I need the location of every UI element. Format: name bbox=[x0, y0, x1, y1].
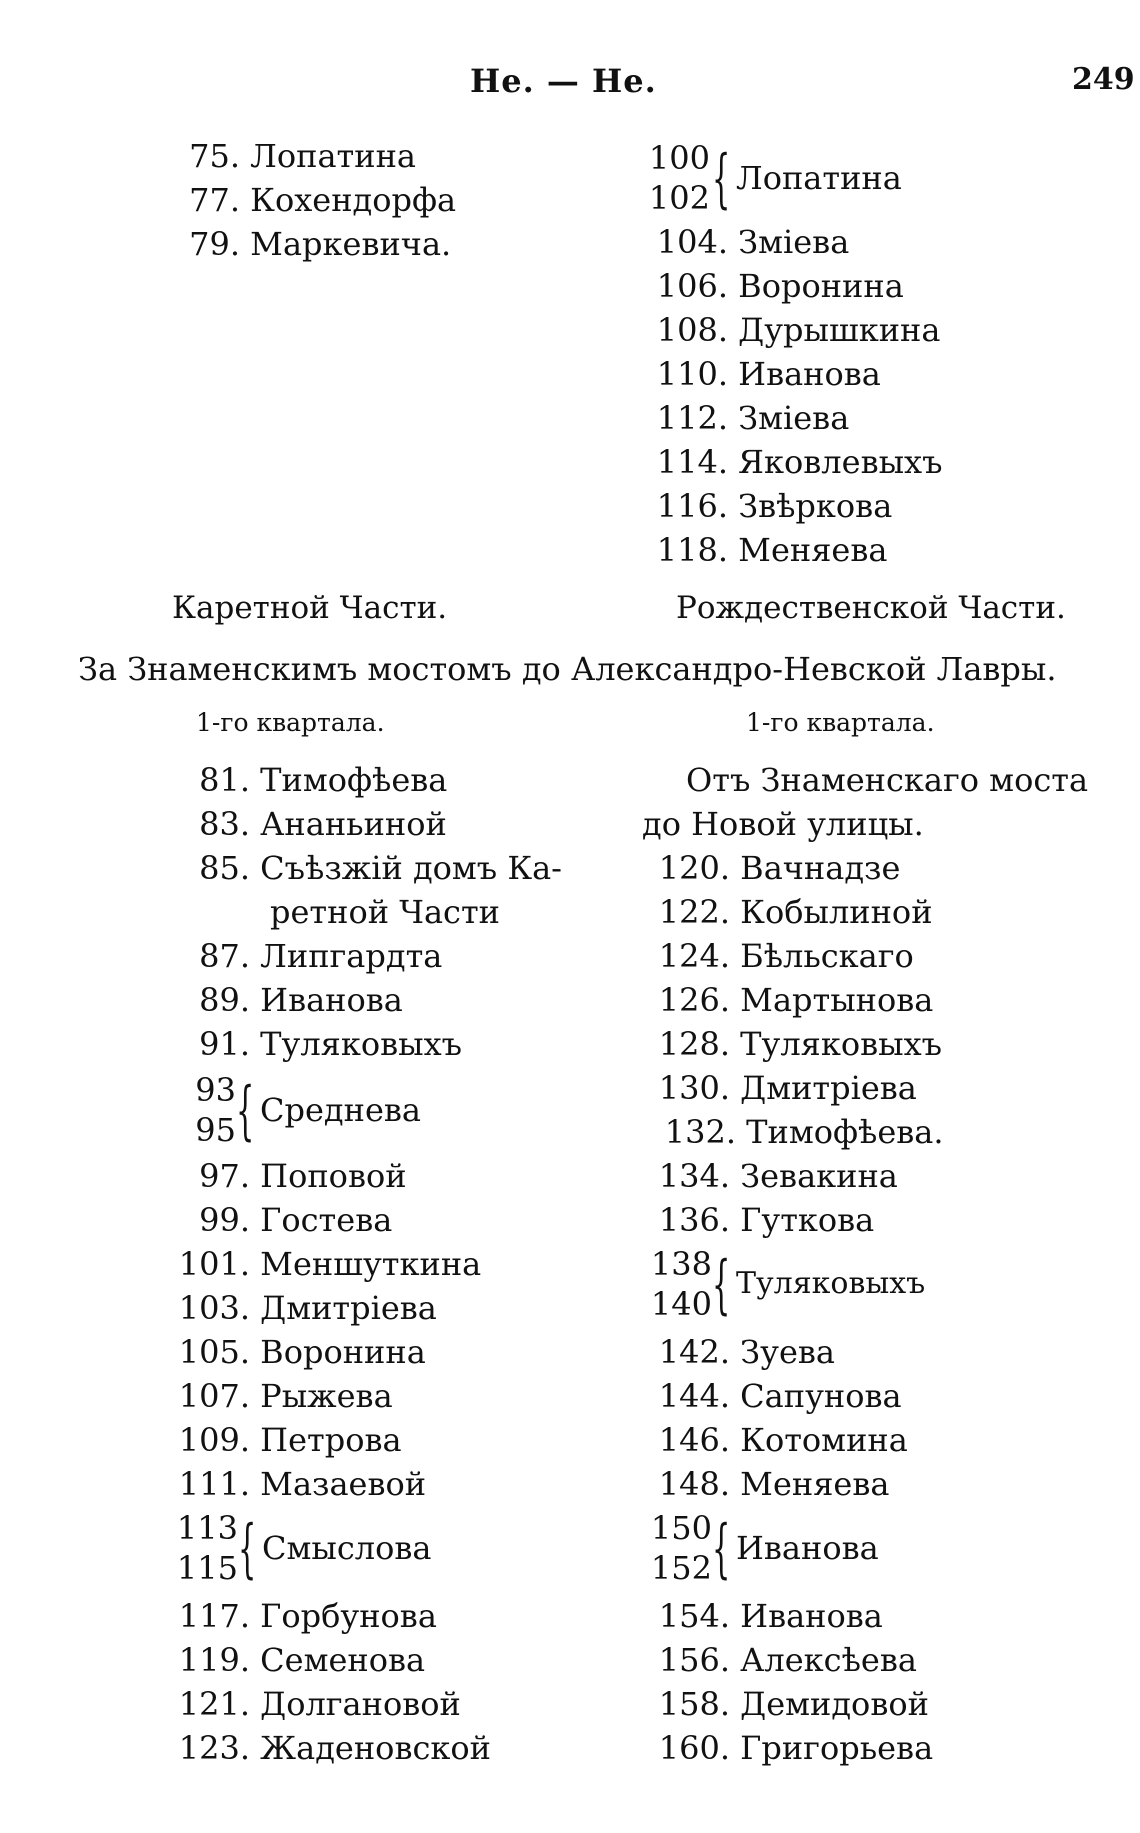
list-item bbox=[642, 310, 940, 350]
list-item bbox=[642, 266, 904, 306]
list-item bbox=[170, 1376, 393, 1416]
brace-glyph: { bbox=[712, 1512, 731, 1586]
owner-name: Воронина bbox=[738, 267, 904, 305]
owner-name: Звѣркова bbox=[738, 487, 893, 525]
list-item bbox=[642, 1464, 889, 1504]
house-number: 93 bbox=[195, 1071, 236, 1109]
list-item bbox=[170, 1156, 407, 1196]
brace-glyph: { bbox=[238, 1512, 257, 1586]
house-number: 154. bbox=[658, 1597, 730, 1635]
list-item bbox=[168, 224, 451, 264]
brace-glyph: { bbox=[712, 142, 731, 216]
list-item bbox=[642, 1596, 883, 1636]
owner-name: Иванова bbox=[738, 355, 881, 393]
house-number: 110. bbox=[656, 355, 728, 393]
list-item bbox=[642, 398, 849, 438]
house-number: 119. bbox=[178, 1641, 250, 1679]
list-item bbox=[642, 1156, 898, 1196]
house-number: 102 bbox=[648, 179, 710, 217]
owner-name: Кохендорфа bbox=[250, 181, 457, 219]
owner-name: Мазаевой bbox=[260, 1465, 427, 1503]
house-number: 81. bbox=[199, 761, 250, 799]
house-number: 108. bbox=[656, 311, 728, 349]
house-number: 75. bbox=[189, 137, 240, 175]
owner-name: Жаденовской bbox=[260, 1729, 491, 1767]
list-item bbox=[170, 1200, 392, 1240]
list-item bbox=[642, 1420, 908, 1460]
list-item bbox=[170, 1288, 437, 1328]
list-item bbox=[642, 980, 933, 1020]
owner-name: Бѣльскаго bbox=[740, 937, 914, 975]
owner-name: Съѣзжій домъ Ка- bbox=[260, 849, 562, 887]
brace-group bbox=[640, 138, 960, 222]
house-number: 146. bbox=[658, 1421, 730, 1459]
list-item bbox=[642, 486, 892, 526]
list-item bbox=[170, 1596, 437, 1636]
list-item bbox=[642, 354, 881, 394]
house-number: 115 bbox=[176, 1549, 238, 1587]
owner-name: Зевакина bbox=[740, 1157, 898, 1195]
owner-name: Горбунова bbox=[260, 1597, 437, 1635]
list-item bbox=[642, 1684, 929, 1724]
house-number: 107. bbox=[178, 1377, 250, 1415]
owner-name: Григорьева bbox=[740, 1729, 934, 1767]
house-number: 95 bbox=[195, 1111, 236, 1149]
continuation-line: ретной Части bbox=[270, 893, 500, 931]
house-number: 122. bbox=[658, 893, 730, 931]
owner-name: Поповой bbox=[260, 1157, 407, 1195]
owner-name: Сапунова bbox=[740, 1377, 902, 1415]
section-title-right: Рождественской Части. bbox=[676, 590, 1066, 626]
house-number: 101. bbox=[178, 1245, 250, 1283]
street-heading: За Знаменскимъ мостомъ до Александро-Невской Лавры. bbox=[78, 650, 1057, 688]
house-number: 85. bbox=[199, 849, 250, 887]
owner-name: Маркевича. bbox=[250, 225, 452, 263]
house-number: 136. bbox=[658, 1201, 730, 1239]
house-number: 83. bbox=[199, 805, 250, 843]
house-number: 118. bbox=[656, 531, 728, 569]
house-number: 103. bbox=[178, 1289, 250, 1327]
owner-name: Лопатина bbox=[250, 137, 416, 175]
list-item bbox=[170, 1464, 426, 1504]
house-number: 130. bbox=[658, 1069, 730, 1107]
house-number: 144. bbox=[658, 1377, 730, 1415]
house-number: 77. bbox=[189, 181, 240, 219]
house-number: 150 bbox=[650, 1509, 712, 1547]
house-number: 91. bbox=[199, 1025, 250, 1063]
owner-name: Гуткова bbox=[740, 1201, 875, 1239]
house-number: 160. bbox=[658, 1729, 730, 1767]
house-number: 156. bbox=[658, 1641, 730, 1679]
owner-name: Воронина bbox=[260, 1333, 426, 1371]
list-item bbox=[642, 222, 849, 262]
list-item bbox=[642, 530, 887, 570]
owner-name: Долгановой bbox=[260, 1685, 461, 1723]
house-number: 105. bbox=[178, 1333, 250, 1371]
list-item bbox=[170, 804, 447, 844]
owner-name: Лопатина bbox=[736, 159, 902, 197]
owner-name: Яковлевыхъ bbox=[738, 443, 943, 481]
list-item bbox=[170, 1420, 402, 1460]
owner-name: Петрова bbox=[260, 1421, 402, 1459]
list-item bbox=[170, 1332, 426, 1372]
list-item bbox=[170, 760, 447, 800]
owner-name: Дурышкина bbox=[738, 311, 941, 349]
house-number: 126. bbox=[658, 981, 730, 1019]
owner-name: Дмитріева bbox=[260, 1289, 437, 1327]
house-number: 116. bbox=[656, 487, 728, 525]
house-number: 140 bbox=[650, 1285, 712, 1323]
owner-name: Смыслова bbox=[262, 1529, 432, 1567]
owner-name: Демидовой bbox=[740, 1685, 929, 1723]
owner-name: Гостева bbox=[260, 1201, 393, 1239]
list-item bbox=[168, 180, 456, 220]
house-number: 104. bbox=[656, 223, 728, 261]
house-number: 114. bbox=[656, 443, 728, 481]
list-item bbox=[170, 1024, 462, 1064]
owner-name: Туляковыхъ bbox=[736, 1266, 926, 1301]
owner-name: Кобылиной bbox=[740, 893, 933, 931]
list-item bbox=[170, 980, 403, 1020]
house-number: 132. bbox=[664, 1113, 736, 1151]
house-number: 99. bbox=[199, 1201, 250, 1239]
owner-name: Иванова bbox=[740, 1597, 883, 1635]
brace-glyph: { bbox=[712, 1248, 731, 1322]
owner-name: Котомина bbox=[740, 1421, 908, 1459]
house-number: 142. bbox=[658, 1333, 730, 1371]
list-item bbox=[642, 1068, 917, 1108]
list-item bbox=[170, 936, 442, 976]
running-header: Не. — Не. bbox=[470, 62, 657, 100]
list-item bbox=[642, 1024, 942, 1064]
owner-name: Зуева bbox=[740, 1333, 835, 1371]
owner-name: Липгардта bbox=[260, 937, 443, 975]
list-item bbox=[642, 442, 942, 482]
owner-name: Зміева bbox=[738, 399, 850, 437]
list-item bbox=[642, 1376, 902, 1416]
house-number: 113 bbox=[176, 1509, 238, 1547]
owner-name: Зміева bbox=[738, 223, 850, 261]
house-number: 112. bbox=[656, 399, 728, 437]
list-item bbox=[648, 1112, 944, 1152]
list-item bbox=[642, 848, 900, 888]
list-item bbox=[170, 1640, 425, 1680]
list-item bbox=[170, 1728, 491, 1768]
owner-name: Рыжева bbox=[260, 1377, 393, 1415]
street-intro: Отъ Знаменскаго моста bbox=[686, 761, 1089, 799]
house-number: 158. bbox=[658, 1685, 730, 1723]
list-item bbox=[642, 1640, 917, 1680]
house-number: 138 bbox=[650, 1245, 712, 1283]
house-number: 124. bbox=[658, 937, 730, 975]
house-number: 134. bbox=[658, 1157, 730, 1195]
owner-name: Туляковыхъ bbox=[260, 1025, 463, 1063]
street-intro: до Новой улицы. bbox=[642, 805, 924, 843]
owner-name: Туляковыхъ bbox=[740, 1025, 943, 1063]
house-number: 152 bbox=[650, 1549, 712, 1587]
owner-name: Мартынова bbox=[740, 981, 934, 1019]
owner-name: Меншуткина bbox=[260, 1245, 482, 1283]
house-number: 106. bbox=[656, 267, 728, 305]
section-title-left: Каретной Части. bbox=[172, 590, 448, 626]
house-number: 100 bbox=[648, 139, 710, 177]
house-number: 97. bbox=[199, 1157, 250, 1195]
owner-name: Среднева bbox=[260, 1091, 421, 1129]
house-number: 109. bbox=[178, 1421, 250, 1459]
brace-group bbox=[172, 1508, 472, 1592]
brace-group bbox=[642, 1244, 962, 1328]
owner-name: Семенова bbox=[260, 1641, 426, 1679]
quarter-right: 1-го квартала. bbox=[746, 708, 935, 737]
house-number: 120. bbox=[658, 849, 730, 887]
house-number: 89. bbox=[199, 981, 250, 1019]
house-number: 123. bbox=[178, 1729, 250, 1767]
owner-name: Меняева bbox=[740, 1465, 890, 1503]
list-item bbox=[642, 892, 933, 932]
house-number: 87. bbox=[199, 937, 250, 975]
brace-group bbox=[186, 1070, 486, 1154]
page-number: 249 bbox=[1072, 62, 1135, 97]
owner-name: Тимофѣева bbox=[260, 761, 448, 799]
list-item bbox=[642, 1200, 874, 1240]
house-number: 128. bbox=[658, 1025, 730, 1063]
list-item bbox=[642, 1728, 933, 1768]
owner-name: Алексѣева bbox=[740, 1641, 917, 1679]
quarter-left: 1-го квартала. bbox=[196, 708, 385, 737]
brace-glyph: { bbox=[236, 1074, 255, 1148]
list-item bbox=[170, 848, 562, 888]
list-item bbox=[170, 1684, 461, 1724]
owner-name: Иванова bbox=[736, 1529, 879, 1567]
house-number: 111. bbox=[178, 1465, 250, 1503]
house-number: 117. bbox=[178, 1597, 250, 1635]
list-item bbox=[168, 136, 416, 176]
owner-name: Тимофѣева. bbox=[746, 1113, 944, 1151]
owner-name: Вачнадзе bbox=[740, 849, 901, 887]
house-number: 121. bbox=[178, 1685, 250, 1723]
owner-name: Дмитріева bbox=[740, 1069, 917, 1107]
brace-group bbox=[642, 1508, 962, 1592]
owner-name: Ананьиной bbox=[260, 805, 447, 843]
list-item bbox=[170, 1244, 481, 1284]
owner-name: Иванова bbox=[260, 981, 403, 1019]
house-number: 79. bbox=[189, 225, 240, 263]
list-item bbox=[642, 936, 914, 976]
list-item bbox=[642, 1332, 835, 1372]
owner-name: Меняева bbox=[738, 531, 888, 569]
house-number: 148. bbox=[658, 1465, 730, 1503]
